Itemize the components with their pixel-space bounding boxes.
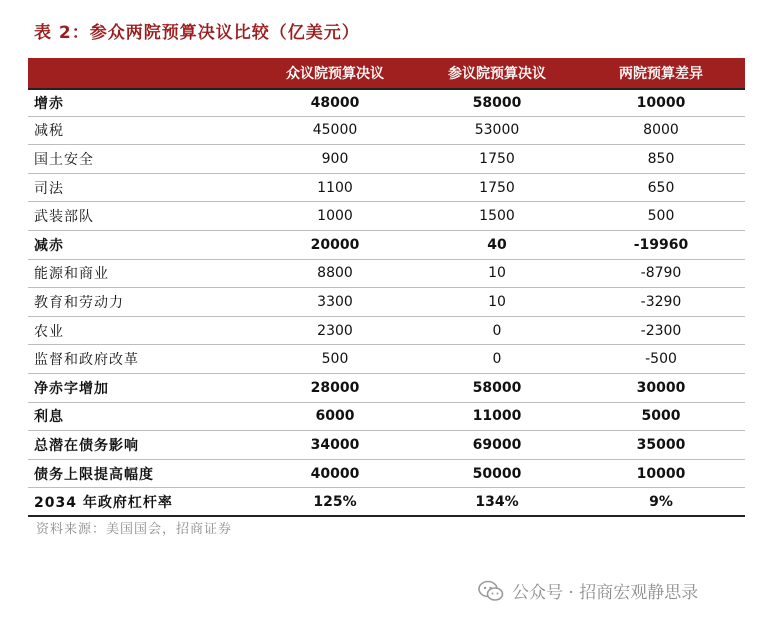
table-row <box>28 403 745 432</box>
row-label: 总潜在债务影响 <box>34 437 139 454</box>
senate-value: 1500 <box>479 208 515 225</box>
table-row <box>28 288 745 317</box>
watermark-text: 公众号 · 招商宏观静思录 <box>512 583 699 603</box>
senate-value: 1750 <box>479 150 515 167</box>
watermark <box>478 578 698 603</box>
row-label: 减税 <box>34 123 64 140</box>
table-row <box>28 145 745 174</box>
table-row <box>28 345 745 374</box>
row-label: 司法 <box>34 180 64 197</box>
row-label: 净赤字增加 <box>34 380 109 397</box>
senate-value: 0 <box>492 351 502 368</box>
senate-value: 53000 <box>474 122 520 139</box>
house-value: 125% <box>313 493 357 510</box>
house-value: 40000 <box>310 465 360 482</box>
house-value: 1100 <box>317 179 353 196</box>
table-row <box>28 174 745 203</box>
diff-value: 35000 <box>636 436 686 453</box>
house-value: 45000 <box>312 122 358 139</box>
house-value: 8800 <box>317 265 353 282</box>
senate-value: 58000 <box>472 379 522 396</box>
senate-value: 11000 <box>472 408 522 425</box>
diff-value: 650 <box>647 179 675 196</box>
senate-value: 10 <box>488 293 506 310</box>
house-value: 20000 <box>310 236 360 253</box>
header-cell-house: 众议院预算决议 <box>286 66 384 82</box>
header-cell-diff: 两院预算差异 <box>619 66 703 82</box>
diff-value: -2300 <box>640 322 682 339</box>
table-body <box>28 88 745 517</box>
row-label: 国土安全 <box>34 151 94 168</box>
diff-value: 30000 <box>636 379 686 396</box>
diff-value: 5000 <box>641 408 681 425</box>
diff-value: -500 <box>645 351 677 368</box>
table-title: 表 2：参众两院预算决议比较（亿美元） <box>34 23 360 43</box>
senate-value: 10 <box>488 265 506 282</box>
table-row <box>28 117 745 146</box>
diff-value: 10000 <box>636 465 686 482</box>
row-label: 农业 <box>34 323 64 340</box>
header-cell-senate: 参议院预算决议 <box>448 66 546 82</box>
senate-value: 40 <box>487 236 507 253</box>
senate-value: 134% <box>475 493 519 510</box>
source-note: 资料来源：美国国会，招商证券 <box>36 522 233 537</box>
table-row <box>28 374 745 403</box>
table-row <box>28 488 745 517</box>
row-label: 债务上限提高幅度 <box>34 466 154 483</box>
house-value: 34000 <box>310 436 360 453</box>
row-label: 能源和商业 <box>34 266 109 283</box>
diff-value: 8000 <box>643 122 679 139</box>
table-row <box>28 460 745 489</box>
diff-value: 10000 <box>636 94 686 111</box>
senate-value: 58000 <box>472 94 522 111</box>
diff-value: 850 <box>647 150 675 167</box>
diff-value: 500 <box>647 208 675 225</box>
table-header <box>28 58 745 88</box>
table-row <box>28 202 745 231</box>
wechat-icon <box>478 580 504 602</box>
diff-value: -19960 <box>633 236 689 253</box>
table-row <box>28 431 745 460</box>
house-value: 500 <box>321 351 349 368</box>
diff-value: -3290 <box>640 293 682 310</box>
diff-value: -8790 <box>640 265 682 282</box>
house-value: 28000 <box>310 379 360 396</box>
table-row <box>28 260 745 289</box>
senate-value: 69000 <box>472 436 522 453</box>
house-value: 2300 <box>317 322 353 339</box>
table-row <box>28 317 745 346</box>
row-label: 减赤 <box>34 237 64 254</box>
table-row <box>28 88 745 117</box>
row-label: 监督和政府改革 <box>34 352 139 369</box>
house-value: 48000 <box>310 94 360 111</box>
house-value: 6000 <box>315 408 355 425</box>
house-value: 900 <box>321 150 349 167</box>
senate-value: 1750 <box>479 179 515 196</box>
house-value: 3300 <box>317 293 353 310</box>
row-label: 增赤 <box>34 95 64 112</box>
row-label: 2034 年政府杠杆率 <box>34 494 173 511</box>
diff-value: 9% <box>649 493 673 510</box>
comparison-table <box>28 58 745 517</box>
row-label: 教育和劳动力 <box>34 294 124 311</box>
row-label: 利息 <box>34 409 64 426</box>
senate-value: 0 <box>492 322 502 339</box>
senate-value: 50000 <box>472 465 522 482</box>
row-label: 武装部队 <box>34 209 94 226</box>
table-row <box>28 231 745 260</box>
house-value: 1000 <box>317 208 353 225</box>
